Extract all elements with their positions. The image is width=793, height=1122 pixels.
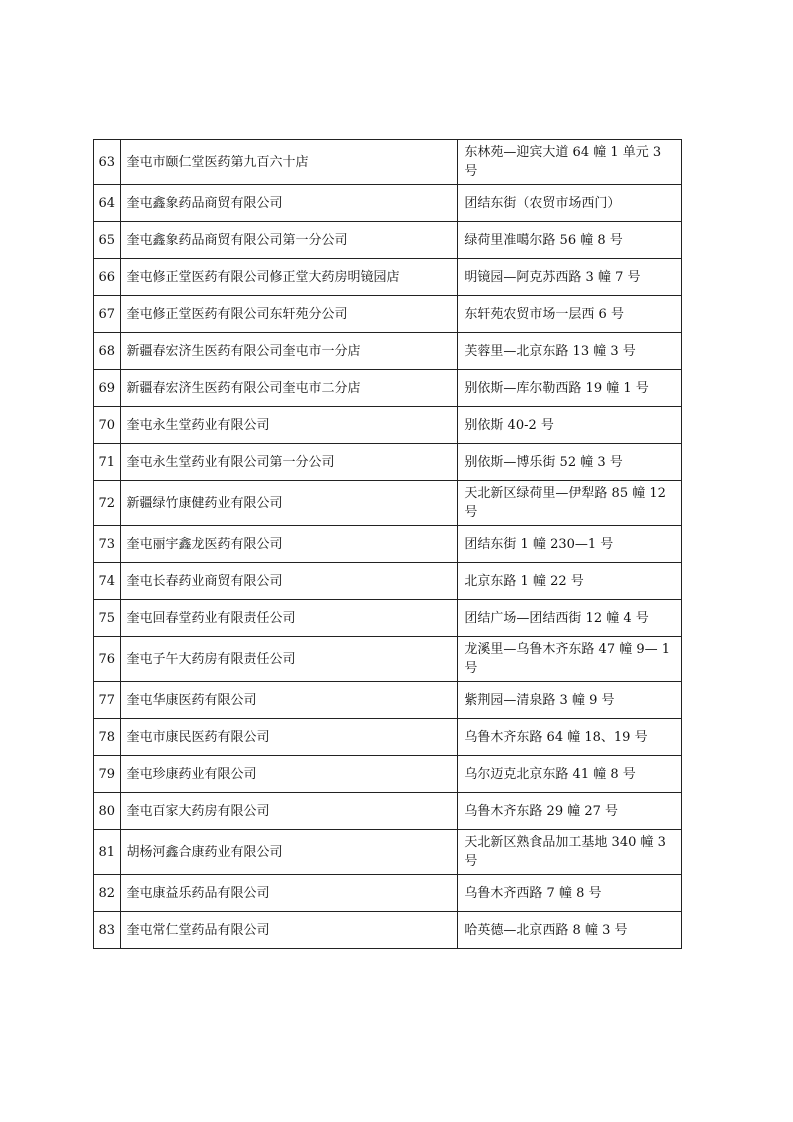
- address: 乌尔迈克北京东路 41 幢 8 号: [458, 756, 682, 793]
- company-name: 奎屯丽宇鑫龙医药有限公司: [120, 526, 458, 563]
- company-name: 奎屯修正堂医药有限公司东轩苑分公司: [120, 296, 458, 333]
- address: 龙溪里—乌鲁木齐东路 47 幢 9— 1 号: [458, 637, 682, 682]
- row-number: 68: [94, 333, 121, 370]
- table-row: [94, 370, 682, 407]
- company-name: 奎屯永生堂药业有限公司第一分公司: [120, 444, 458, 481]
- address: 明镜园—阿克苏西路 3 幢 7 号: [458, 259, 682, 296]
- table-row: [94, 682, 682, 719]
- address: 团结东街（农贸市场西门）: [458, 185, 682, 222]
- row-number: 71: [94, 444, 121, 481]
- row-number: 75: [94, 600, 121, 637]
- company-name: 奎屯修正堂医药有限公司修正堂大药房明镜园店: [120, 259, 458, 296]
- row-number: 81: [94, 830, 121, 875]
- table-row: [94, 296, 682, 333]
- company-name: 奎屯鑫象药品商贸有限公司: [120, 185, 458, 222]
- row-number: 79: [94, 756, 121, 793]
- row-number: 65: [94, 222, 121, 259]
- table-row: [94, 830, 682, 875]
- table-row: [94, 793, 682, 830]
- row-number: 80: [94, 793, 121, 830]
- company-name: 奎屯回春堂药业有限责任公司: [120, 600, 458, 637]
- row-number: 74: [94, 563, 121, 600]
- address: 芙蓉里—北京东路 13 幢 3 号: [458, 333, 682, 370]
- address: 乌鲁木齐东路 64 幢 18、19 号: [458, 719, 682, 756]
- company-name: 新疆春宏济生医药有限公司奎屯市二分店: [120, 370, 458, 407]
- address: 乌鲁木齐东路 29 幢 27 号: [458, 793, 682, 830]
- address: 团结广场—团结西街 12 幢 4 号: [458, 600, 682, 637]
- row-number: 64: [94, 185, 121, 222]
- address: 乌鲁木齐西路 7 幢 8 号: [458, 875, 682, 912]
- address: 东轩苑农贸市场一层西 6 号: [458, 296, 682, 333]
- address: 天北新区熟食品加工基地 340 幢 3 号: [458, 830, 682, 875]
- table-row: [94, 637, 682, 682]
- row-number: 76: [94, 637, 121, 682]
- address: 别依斯—博乐街 52 幢 3 号: [458, 444, 682, 481]
- address: 北京东路 1 幢 22 号: [458, 563, 682, 600]
- row-number: 63: [94, 140, 121, 185]
- address: 团结东街 1 幢 230—1 号: [458, 526, 682, 563]
- company-name: 奎屯市康民医药有限公司: [120, 719, 458, 756]
- address: 绿荷里准噶尔路 56 幢 8 号: [458, 222, 682, 259]
- company-name: 新疆春宏济生医药有限公司奎屯市一分店: [120, 333, 458, 370]
- table-row: [94, 600, 682, 637]
- address: 别依斯 40-2 号: [458, 407, 682, 444]
- address: 东林苑—迎宾大道 64 幢 1 单元 3 号: [458, 140, 682, 185]
- row-number: 83: [94, 912, 121, 949]
- table-row: [94, 526, 682, 563]
- table-row: [94, 407, 682, 444]
- table-row: [94, 444, 682, 481]
- company-name: 奎屯市颐仁堂医药第九百六十店: [120, 140, 458, 185]
- company-name: 胡杨河鑫合康药业有限公司: [120, 830, 458, 875]
- company-name: 奎屯鑫象药品商贸有限公司第一分公司: [120, 222, 458, 259]
- address: 天北新区绿荷里—伊犁路 85 幢 12 号: [458, 481, 682, 526]
- company-name: 奎屯子午大药房有限责任公司: [120, 637, 458, 682]
- company-name: 奎屯永生堂药业有限公司: [120, 407, 458, 444]
- row-number: 70: [94, 407, 121, 444]
- table-row: [94, 333, 682, 370]
- table-row: [94, 140, 682, 185]
- row-number: 66: [94, 259, 121, 296]
- table-row: [94, 481, 682, 526]
- row-number: 78: [94, 719, 121, 756]
- table-row: [94, 259, 682, 296]
- row-number: 73: [94, 526, 121, 563]
- pharmacy-list-table: [93, 139, 682, 949]
- table-row: [94, 563, 682, 600]
- company-name: 奎屯常仁堂药品有限公司: [120, 912, 458, 949]
- address: 别依斯—库尔勒西路 19 幢 1 号: [458, 370, 682, 407]
- table-row: [94, 912, 682, 949]
- company-name: 奎屯华康医药有限公司: [120, 682, 458, 719]
- address: 哈英德—北京西路 8 幢 3 号: [458, 912, 682, 949]
- table-row: [94, 875, 682, 912]
- row-number: 67: [94, 296, 121, 333]
- row-number: 69: [94, 370, 121, 407]
- table-row: [94, 719, 682, 756]
- company-name: 奎屯康益乐药品有限公司: [120, 875, 458, 912]
- row-number: 72: [94, 481, 121, 526]
- table-row: [94, 222, 682, 259]
- table-row: [94, 756, 682, 793]
- company-name: 奎屯长春药业商贸有限公司: [120, 563, 458, 600]
- company-name: 奎屯百家大药房有限公司: [120, 793, 458, 830]
- table-body: [94, 140, 682, 949]
- company-name: 新疆绿竹康健药业有限公司: [120, 481, 458, 526]
- company-name: 奎屯珍康药业有限公司: [120, 756, 458, 793]
- row-number: 77: [94, 682, 121, 719]
- row-number: 82: [94, 875, 121, 912]
- address: 紫荆园—清泉路 3 幢 9 号: [458, 682, 682, 719]
- table-row: [94, 185, 682, 222]
